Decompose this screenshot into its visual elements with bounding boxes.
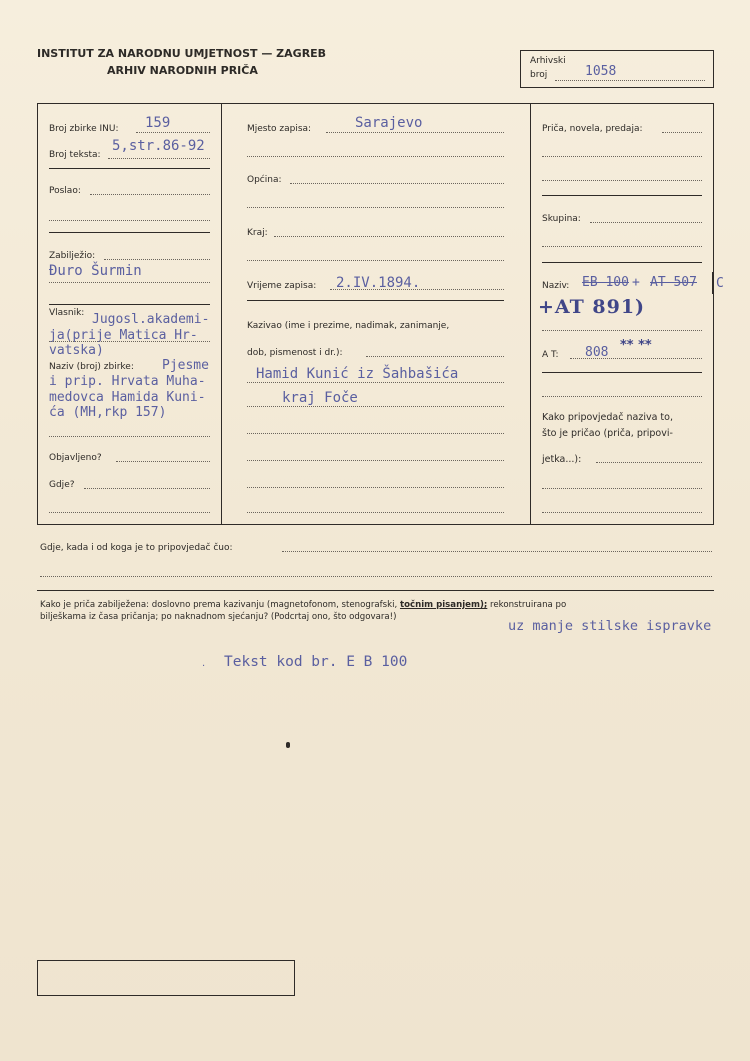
- naziv-handwritten: +AT 891): [538, 296, 646, 318]
- skupina-line: [590, 222, 702, 223]
- vlasnik-label: Vlasnik:: [49, 308, 85, 318]
- ispravke: uz manje stilske ispravke: [508, 618, 712, 634]
- kazivac-dots-2: [247, 406, 504, 407]
- vlasnik-line-1: Jugosl.akademi-: [92, 312, 210, 327]
- naziv-value-eb: EB 100: [582, 275, 629, 290]
- inu-line: [136, 132, 210, 133]
- kako-zabiljezena-line-1: [40, 600, 566, 610]
- opcina-line-2: [247, 207, 504, 208]
- kako-zabiljezena-part-c: rekonstruirana po: [490, 600, 567, 610]
- naziv-zbirke-label: Naziv (broj) zbirke:: [49, 362, 134, 372]
- col3-rule-3: [542, 372, 702, 373]
- naziv-zbirke-line-4: ća (MH,rkp 157): [49, 405, 167, 420]
- naziv-value-at: AT 507: [650, 275, 697, 290]
- archive-label-2: broj: [530, 70, 548, 80]
- archive-number-line: [555, 80, 705, 81]
- at-marks: ** **: [620, 338, 652, 353]
- gdje-kada-line: [282, 551, 712, 552]
- kraj-label: Kraj:: [247, 228, 268, 238]
- prica-line: [662, 132, 702, 133]
- footer-rule: [37, 590, 714, 591]
- at-value: 808: [585, 345, 609, 360]
- kraj-line-2: [247, 260, 504, 261]
- prica-label: Priča, novela, predaja:: [542, 124, 643, 134]
- kako-naziva-line-dots-3: [542, 512, 702, 513]
- objavljeno-label: Objavljeno?: [49, 453, 102, 463]
- kazivac-dots-6: [247, 512, 504, 513]
- kazivac-dots-5: [247, 487, 504, 488]
- kako-zabiljezena-line-2: bilješkama iz časa pričanja; po naknadnom sjećanju? (Podcrtaj ono, što odgovara!): [40, 612, 397, 622]
- col3-rule-2: [542, 262, 702, 263]
- zabiljezio-value: Đuro Šurmin: [49, 263, 142, 279]
- vrijeme-label: Vrijeme zapisa:: [247, 281, 317, 291]
- skupina-line-2: [542, 246, 702, 247]
- naziv-plus: +: [632, 275, 640, 290]
- vlasnik-line: [49, 341, 210, 342]
- mjesto-line: [326, 132, 504, 133]
- naziv-zbirke-line-1: Pjesme: [162, 358, 209, 373]
- col1-rule-2: [49, 232, 210, 233]
- col3-rule-1: [542, 195, 702, 196]
- naziv-value-c: C: [716, 276, 724, 291]
- at-label: A T:: [542, 350, 559, 360]
- gdje-line: [84, 488, 210, 489]
- vlasnik-line-3: vatska): [49, 343, 104, 358]
- kazivac-line-2: kraj Foče: [282, 390, 358, 406]
- archive-number: 1058: [585, 64, 617, 79]
- kako-naziva-line-dots-2: [542, 488, 702, 489]
- kako-zabiljezena-part-a: Kako je priča zabilježena: doslovno prema kazivanju (magnetofonom, stenografski,: [40, 600, 398, 610]
- kako-zabiljezena-underlined: točnim pisanjem);: [399, 600, 488, 610]
- kako-naziva-line-2: što je pričao (priča, pripovi-: [542, 428, 673, 439]
- opcina-line: [290, 183, 504, 184]
- naziv-zbirke-line-2: i prip. Hrvata Muha-: [49, 374, 206, 389]
- opcina-label: Općina:: [247, 175, 282, 185]
- inu-label: Broj zbirke INU:: [49, 124, 119, 134]
- gdje-kada-line-2: [40, 576, 712, 577]
- kazivac-line-1: Hamid Kunić iz Šahbašića: [256, 366, 459, 382]
- kazivao-line-2: dob, pismenost i dr.):: [247, 348, 343, 358]
- kazivac-dots-1: [247, 382, 504, 383]
- col2-rule: [247, 300, 504, 301]
- archive-title: ARHIV NARODNIH PRIČA: [107, 64, 258, 77]
- zabiljezio-line: [104, 259, 210, 260]
- archive-label-1: Arhivski: [530, 56, 566, 66]
- column-divider-2: [530, 103, 531, 525]
- vrijeme-value: 2.IV.1894.: [336, 275, 421, 291]
- naziv-zbirke-line: [49, 436, 210, 437]
- inu-value: 159: [145, 115, 171, 131]
- kraj-line: [274, 236, 504, 237]
- text-number-value: 5,str.86-92: [112, 138, 205, 154]
- zabiljezio-label: Zabilježio:: [49, 251, 96, 261]
- kako-naziva-line-1: Kako pripovjedač naziva to,: [542, 412, 673, 423]
- naziv-label: Naziv:: [542, 281, 570, 291]
- gdje-line-2: [49, 512, 210, 513]
- prica-line-2: [542, 156, 702, 157]
- institute-title: INSTITUT ZA NARODNU UMJETNOST — ZAGREB: [37, 47, 327, 60]
- naziv-zbirke-line-3: medovca Hamida Kuni-: [49, 390, 206, 405]
- col1-rule-3: [49, 304, 210, 305]
- vlasnik-line-2: ja(prije Matica Hr-: [49, 328, 198, 343]
- mjesto-line-2: [247, 156, 504, 157]
- ink-dot: [286, 742, 290, 748]
- mjesto-value: Sarajevo: [355, 115, 423, 131]
- kazivao-line: [366, 356, 504, 357]
- at-line-2: [542, 396, 702, 397]
- kako-naziva-line-3: jetka...):: [542, 454, 582, 465]
- vrijeme-line: [330, 289, 504, 290]
- gdje-kada-label: Gdje, kada i od koga je to pripovjedač čuo:: [40, 543, 233, 553]
- mjesto-label: Mjesto zapisa:: [247, 124, 312, 134]
- skupina-label: Skupina:: [542, 214, 581, 224]
- text-number-label: Broj teksta:: [49, 150, 101, 160]
- kako-naziva-line: [596, 462, 702, 463]
- poslao-line-2: [49, 220, 210, 221]
- at-line: [570, 358, 702, 359]
- naziv-bar: [712, 272, 713, 294]
- gdje-label: Gdje?: [49, 480, 75, 490]
- kazivac-dots-4: [247, 460, 504, 461]
- text-number-line: [108, 158, 210, 159]
- poslao-label: Poslao:: [49, 186, 81, 196]
- bullet-dot: ·: [202, 661, 206, 672]
- objavljeno-line: [116, 461, 210, 462]
- bottom-box: [37, 960, 295, 996]
- kazivao-line-1: Kazivao (ime i prezime, nadimak, zanimanje,: [247, 321, 450, 331]
- column-divider-1: [221, 103, 222, 525]
- prica-line-3: [542, 180, 702, 181]
- kazivac-dots-3: [247, 433, 504, 434]
- naziv-line-2: [542, 330, 702, 331]
- zabiljezio-line-2: [49, 282, 210, 283]
- poslao-line: [90, 194, 210, 195]
- col1-rule-1: [49, 168, 210, 169]
- tekst-kod: Tekst kod br. E B 100: [224, 654, 408, 670]
